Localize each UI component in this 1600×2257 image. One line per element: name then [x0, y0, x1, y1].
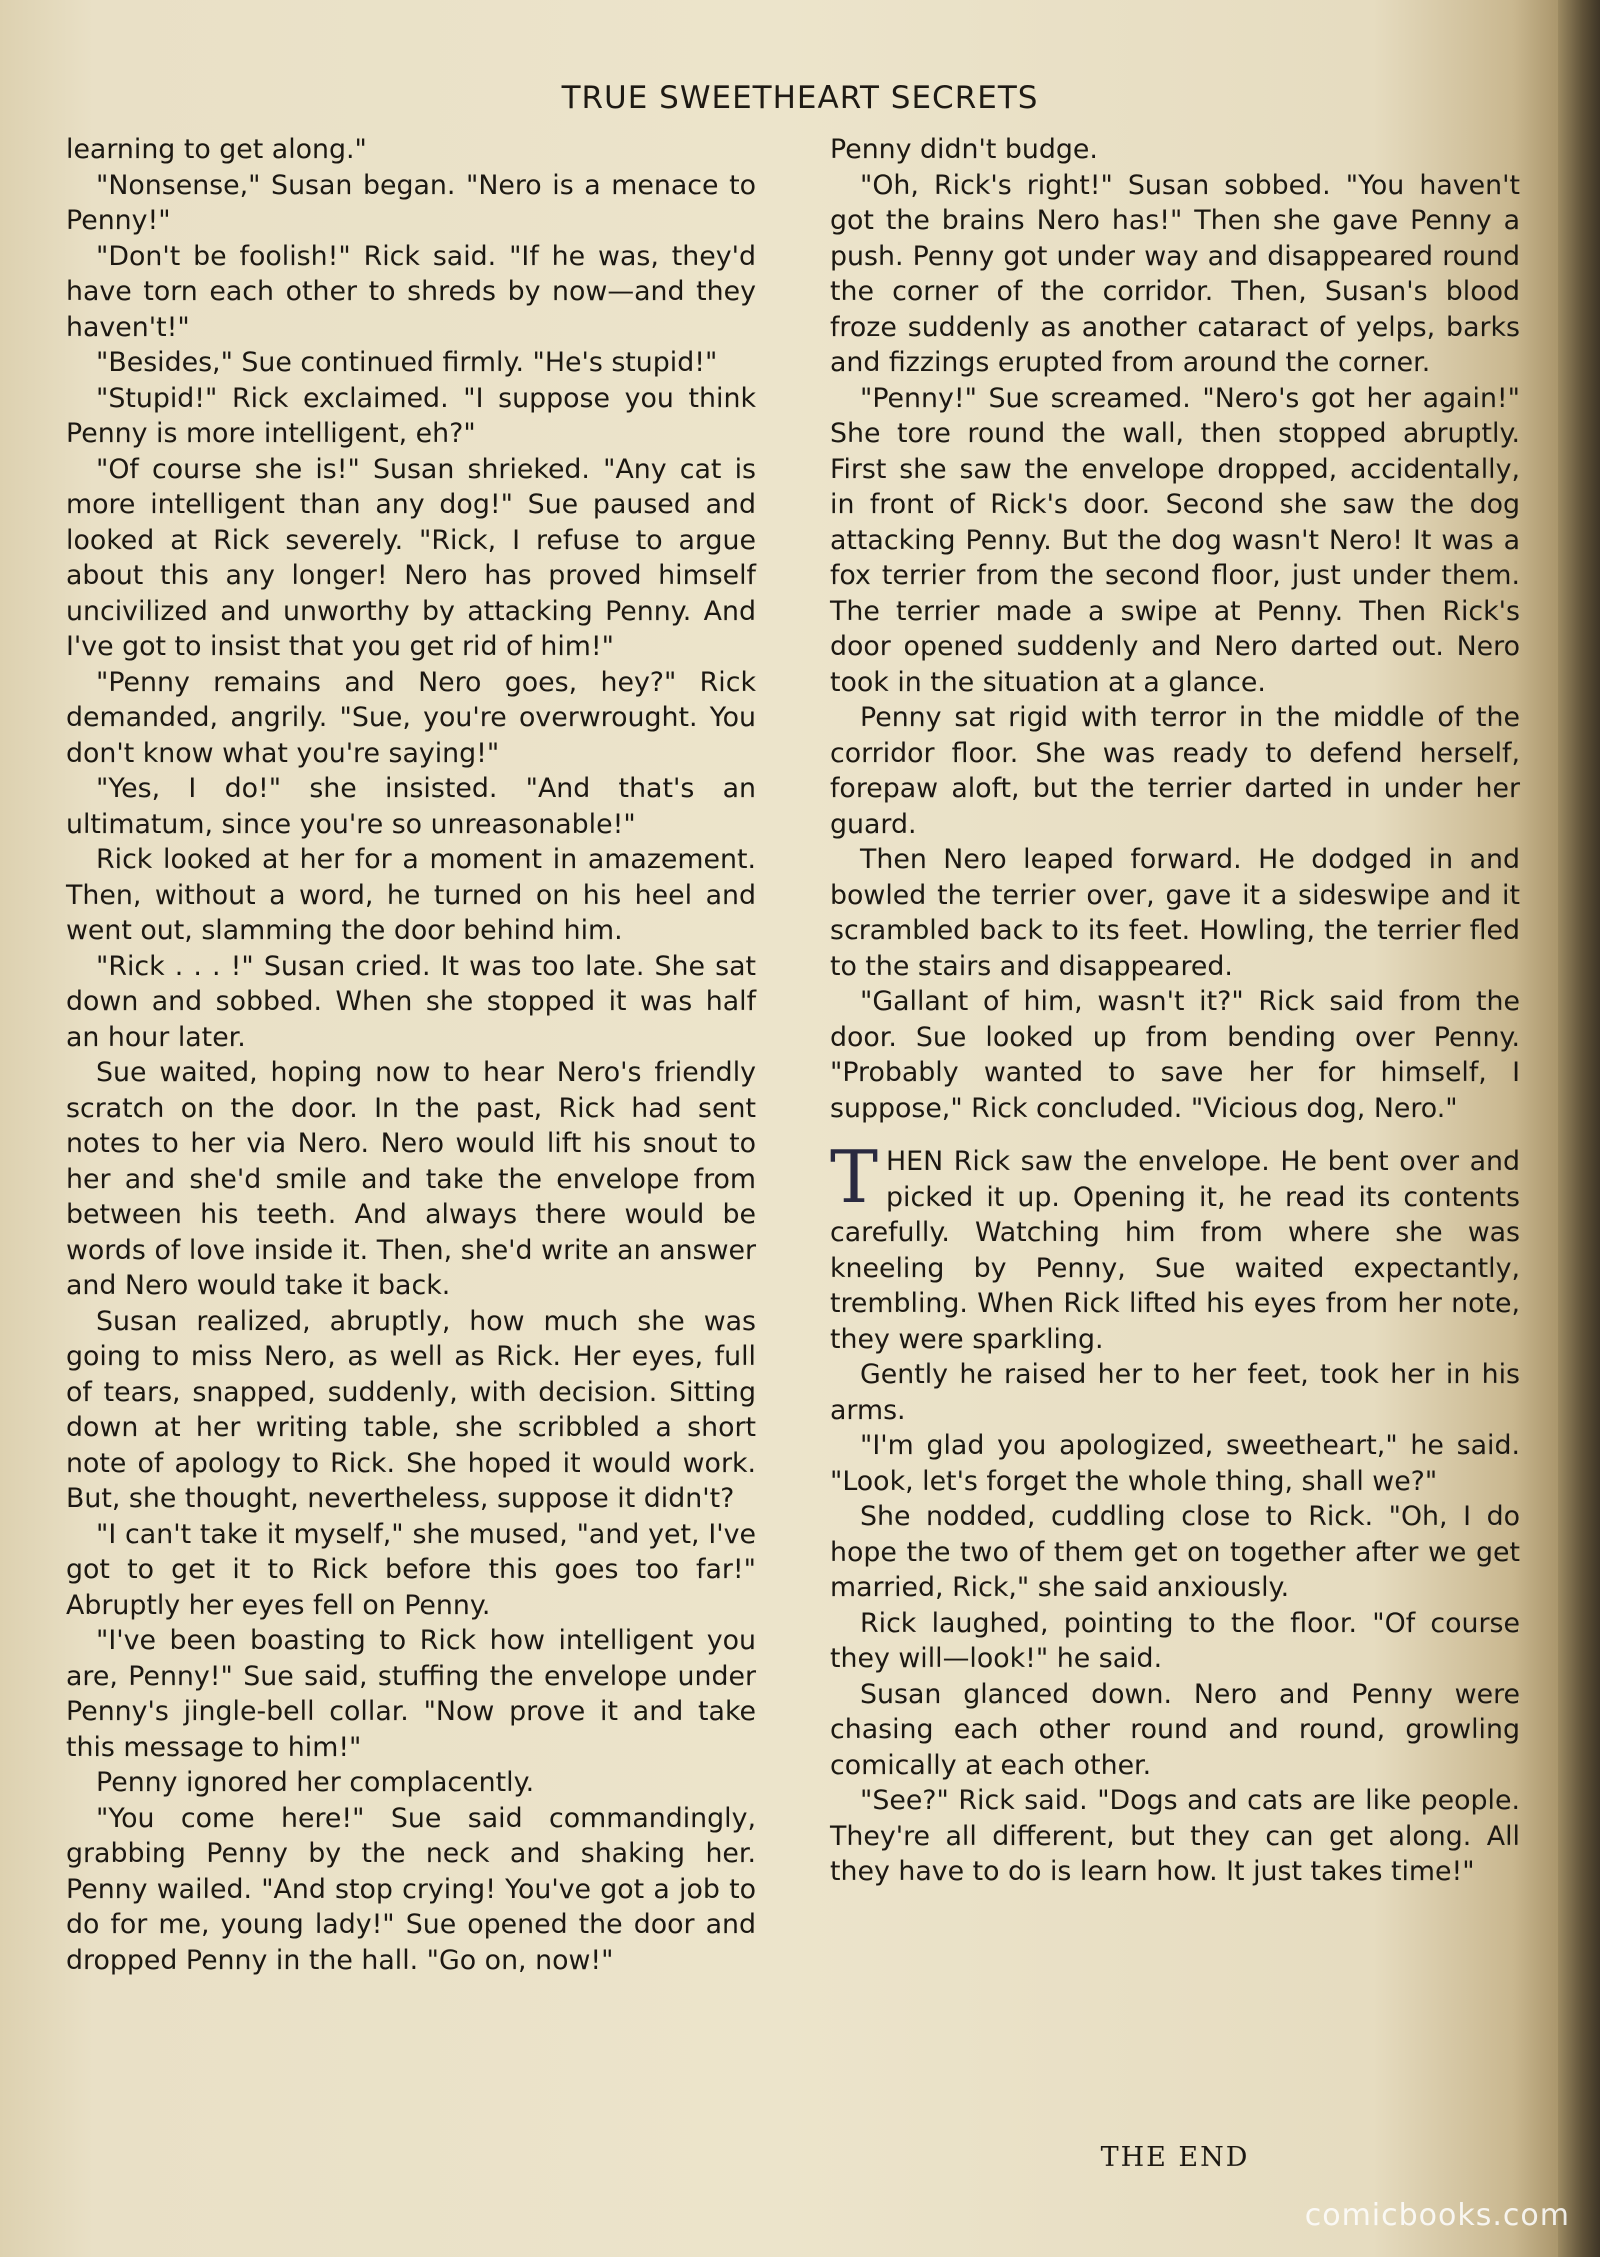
- right-column-part-b: [830, 1357, 1520, 1890]
- paragraph: She nodded, cuddling close to Rick. "Oh, I do hope the two of them get on together after we get married, Rick," she said anxiously.: [830, 1501, 1520, 1603]
- paragraph: "Rick . . . !" Susan cried. It was too late. She sat down and sobbed. When she stopped it was half an hour later.: [66, 950, 756, 1053]
- paragraph: "Penny!" Sue screamed. "Nero's got her again!" She tore round the wall, then stopped abruptly. First she saw the envelope dropped, accidentally, in front of Rick's door. Second she saw the dog attacking Penny. But the dog wasn't Nero! It was a fox terrier from the second floor, just under them. The terrier made a swipe at Penny. Then Rick's door opened suddenly and Nero darted out. Nero took in the situation at a glance.: [830, 382, 1520, 698]
- left-column: [66, 132, 756, 1978]
- paragraph: "Besides," Sue continued firmly. "He's stupid!": [96, 347, 718, 378]
- paragraph: "Don't be foolish!" Rick said. "If he was, they'd have torn each other to shreds by now—and they haven't!": [66, 240, 756, 343]
- paragraph: "Oh, Rick's right!" Susan sobbed. "You haven't got the brains Nero has!" Then she gave Penny a push. Penny got under way and disappeared round the corner of the corridor. Then, Susan's blood froze suddenly as another cataract of yelps, barks and fizzings erupted from around the corner.: [830, 169, 1520, 378]
- page-binding-edge: [1558, 0, 1600, 2257]
- dropcap-paragraph-text: HEN Rick saw the envelope. He bent over and picked it up. Opening it, he read its contents carefully. Watching him from where she was kneeling by Penny, Sue waited expectantly, trembling. When Rick lifted his eyes from her note, they were sparkling.: [830, 1146, 1520, 1355]
- paragraph: "Yes, I do!" she insisted. "And that's an ultimatum, since you're so unreasonable!": [66, 773, 756, 840]
- paragraph: "See?" Rick said. "Dogs and cats are like people. They're all different, but they can get along. All they have to do is learn how. It just takes time!": [830, 1785, 1520, 1887]
- page-header: TRUE SWEETHEART SECRETS: [561, 80, 1039, 116]
- paragraph: Rick laughed, pointing to the floor. "Of course they will—look!" he said.: [830, 1607, 1520, 1674]
- paragraph: Rick looked at her for a moment in amazement. Then, without a word, he turned on his heel and went out, slamming the door behind him.: [66, 844, 756, 946]
- paragraph: "Nonsense," Susan began. "Nero is a menace to Penny!": [66, 169, 756, 236]
- paragraph: "Stupid!" Rick exclaimed. "I suppose you think Penny is more intelligent, eh?": [66, 382, 756, 449]
- drop-cap: T: [830, 1135, 879, 1219]
- paragraph: Sue waited, hoping now to hear Nero's friendly scratch on the door. In the past, Rick had sent notes to her via Nero. Nero would lift his snout to her and she'd smile and take the envelope from between his teeth. And always there would be words of love inside it. Then, she'd write an answer and Nero would take it back.: [66, 1057, 756, 1301]
- paragraph: Susan glanced down. Nero and Penny were chasing each other round and round, growling comically at each other.: [830, 1678, 1520, 1781]
- watermark: comicbooks.com: [1304, 2198, 1570, 2233]
- right-column: [830, 132, 1520, 1890]
- paragraph: learning to get along.": [66, 134, 367, 165]
- paragraph: Penny ignored her complacently.: [96, 1767, 535, 1798]
- paragraph: "I'm glad you apologized, sweetheart," he said. "Look, let's forget the whole thing, shall we?": [830, 1430, 1520, 1497]
- paragraph: Penny sat rigid with terror in the middle of the corridor floor. She was ready to defend herself, forepaw aloft, but the terrier darted in under her guard.: [830, 702, 1520, 840]
- paragraph: "Gallant of him, wasn't it?" Rick said from the door. Sue looked up from bending over Penny. "Probably wanted to save her for himself, I suppose," Rick concluded. "Vicious dog, Nero.": [830, 986, 1520, 1124]
- paragraph: "Of course she is!" Susan shrieked. "Any cat is more intelligent than any dog!" Sue paused and looked at Rick severely. "Rick, I refuse to argue about this any longer! Nero has proved himself uncivilized and unworthy by attacking Penny. And I've got to insist that you get rid of him!": [66, 453, 756, 662]
- paragraph: "You come here!" Sue said commandingly, grabbing Penny by the neck and shaking her. Penny wailed. "And stop crying! You've got a job to do for me, young lady!" Sue opened the door and dropped Penny in the hall. "Go on, now!": [66, 1802, 756, 1976]
- paragraph: "I've been boasting to Rick how intelligent you are, Penny!" Sue said, stuffing the envelope under Penny's jingle-bell collar. "Now prove it and take this message to him!": [66, 1625, 756, 1763]
- the-end-label: THE END: [1100, 2142, 1250, 2173]
- paragraph: "Penny remains and Nero goes, hey?" Rick demanded, angrily. "Sue, you're overwrought. You don't know what you're saying!": [66, 666, 756, 769]
- section-break-paragraph: [830, 1135, 1520, 1357]
- paragraph: Then Nero leaped forward. He dodged in and bowled the terrier over, gave it a sideswipe and it scrambled back to its feet. Howling, the terrier fled to the stairs and disappeared.: [830, 844, 1520, 982]
- paragraph: "I can't take it myself," she mused, "and yet, I've got to get it to Rick before this goes too far!" Abruptly her eyes fell on Penny.: [66, 1518, 756, 1621]
- paragraph: Gently he raised her to her feet, took her in his arms.: [830, 1359, 1520, 1426]
- paragraph: Penny didn't budge.: [830, 134, 1098, 165]
- paragraph: Susan realized, abruptly, how much she was going to miss Nero, as well as Rick. Her eyes, full of tears, snapped, suddenly, with decision. Sitting down at her writing table, she scribbled a short note of apology to Rick. She hoped it would work. But, she thought, nevertheless, suppose it didn't?: [66, 1305, 756, 1514]
- right-column-part-a: [830, 132, 1520, 1126]
